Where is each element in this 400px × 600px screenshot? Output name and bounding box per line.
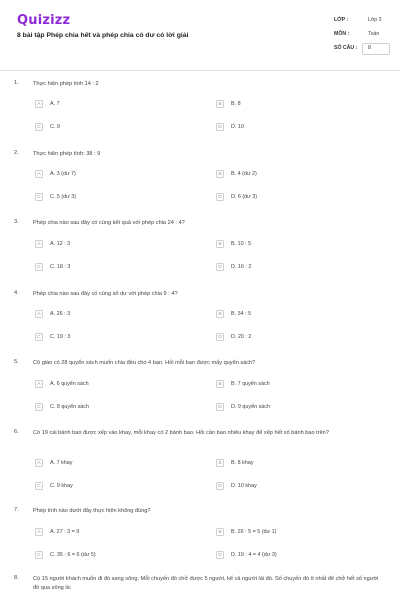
option-letter: C [35, 193, 43, 201]
meta-subject [330, 29, 390, 43]
option-text: C. 19 : 3 [50, 334, 71, 340]
option-letter: D [216, 333, 224, 341]
option-letter: A [35, 380, 43, 388]
count-box [362, 43, 390, 55]
quizizz-logo: Quizizz [17, 13, 71, 28]
meta-question-count [330, 43, 390, 57]
meta-label: LỚP : [334, 17, 349, 23]
option-text: C. 18 : 3 [50, 264, 71, 270]
option-text: D. 10 khay [231, 483, 257, 489]
option-letter: B [216, 170, 224, 178]
option-letter: B [216, 459, 224, 467]
worksheet-meta [330, 15, 390, 57]
option-letter: C [35, 403, 43, 411]
option-text: D. 10 [231, 124, 244, 130]
option-text: A. 27 : 3 = 9 [50, 529, 80, 535]
option-text: C. 8 quyển sách [50, 404, 89, 410]
option-letter: B [216, 240, 224, 248]
option-text: A. 6 quyển sách [50, 381, 89, 387]
option-text: A. 12 : 3 [50, 241, 71, 247]
option-text: B. 8 [231, 101, 241, 107]
option-letter: B [216, 310, 224, 318]
question-text: Thực hiện phép tính: 38 : 9 [33, 151, 101, 157]
option-letter: D [216, 193, 224, 201]
question-text: Phép chia nào sau đây có cùng số dư với phép chia 9 : 4? [33, 291, 178, 297]
option-text: B. 10 : 5 [231, 241, 252, 247]
question-number: 5. [14, 359, 19, 365]
option-text: A. 3 (dư 7) [50, 171, 76, 177]
option-text: B. 7 quyển sách [231, 381, 270, 387]
option-text: B. 34 : 5 [231, 311, 252, 317]
option-letter: C [35, 123, 43, 131]
question-number: 3. [14, 219, 19, 225]
option-letter: B [216, 528, 224, 536]
option-letter: A [35, 240, 43, 248]
option-letter: A [35, 310, 43, 318]
option-letter: A [35, 100, 43, 108]
option-letter: C [35, 482, 43, 490]
meta-value: Toán [368, 31, 380, 37]
option-text: D. 6 (dư 3) [231, 194, 258, 200]
option-text: D. 9 quyển sách [231, 404, 270, 410]
option-letter: A [35, 170, 43, 178]
question-number: 8. [14, 575, 19, 581]
question-text: Phép tính nào dưới đây thực hiện không đúng? [33, 508, 151, 514]
question-number: 2. [14, 150, 19, 156]
option-letter: B [216, 100, 224, 108]
option-letter: D [216, 482, 224, 490]
option-text: C. 5 (dư 3) [50, 194, 77, 200]
option-text: D. 19 : 4 = 4 (dư 3) [231, 552, 277, 558]
option-text: A. 7 khay [50, 460, 73, 466]
question-number: 6. [14, 429, 19, 435]
question-text: Cô giáo có 28 quyển sách muốn chia đều cho 4 bạn. Hỏi mỗi bạn được mấy quyển sách? [33, 360, 256, 366]
worksheet-title: 8 bài tập Phép chia hết và phép chia có dư có lời giải [17, 32, 189, 39]
option-text: C. 9 khay [50, 483, 73, 489]
meta-value: 8 [368, 45, 371, 51]
option-letter: A [35, 528, 43, 536]
option-letter: D [216, 263, 224, 271]
meta-label: SỐ CÂU : [334, 45, 358, 51]
option-letter: B [216, 380, 224, 388]
meta-label: MÔN : [334, 31, 350, 37]
option-text: B. 8 khay [231, 460, 254, 466]
option-letter: A [35, 459, 43, 467]
question-text: Thực hiện phép tính 14 : 2 [33, 81, 99, 87]
option-text: C. 35 : 6 = 6 (dư 5) [50, 552, 96, 558]
question-number: 7. [14, 507, 19, 513]
option-text: B. 26 : 5 = 5 (dư 1) [231, 529, 277, 535]
meta-grade [330, 15, 390, 29]
option-text: D. 16 : 2 [231, 264, 252, 270]
question-number: 4. [14, 290, 19, 296]
option-text: D. 20 : 2 [231, 334, 252, 340]
header-divider [0, 70, 400, 71]
question-text: Có 19 cái bánh bao được xếp vào khay, mỗi khay có 2 bánh bao. Hỏi cần bao nhiêu khay để xếp hết số bánh bao trên? [33, 430, 329, 436]
option-text: A. 26 : 3 [50, 311, 71, 317]
option-letter: C [35, 551, 43, 559]
worksheet-header [0, 0, 400, 68]
option-letter: C [35, 333, 43, 341]
option-text: A. 7 [50, 101, 60, 107]
question-text: Có 15 người khách muốn đi đò sang sông. Mỗi chuyến đò chở được 5 người, kể cả người lái đò. Số chuyến đò ít nhất để chở hết số người đó qua sông là: [33, 576, 379, 591]
option-letter: D [216, 403, 224, 411]
option-text: C. 9 [50, 124, 60, 130]
option-letter: D [216, 123, 224, 131]
option-letter: C [35, 263, 43, 271]
question-number: 1. [14, 80, 19, 86]
option-letter: D [216, 551, 224, 559]
question-text: Phép chia nào sau đây có cùng kết quả với phép chia 24 : 4? [33, 220, 185, 226]
option-text: B. 4 (dư 2) [231, 171, 257, 177]
meta-value: Lớp 3 [368, 17, 382, 23]
